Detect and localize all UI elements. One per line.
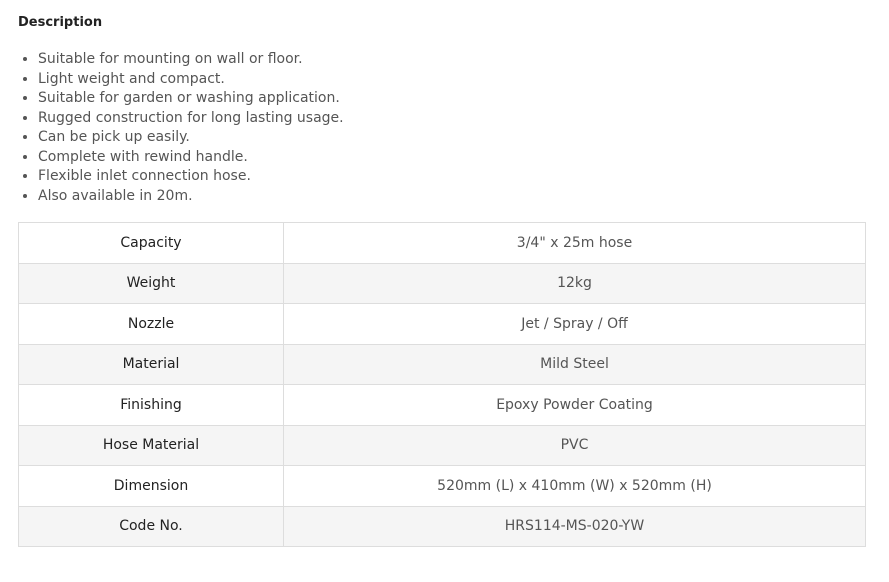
spec-table: [18, 222, 866, 547]
spec-label: Nozzle: [19, 304, 284, 345]
feature-list: [18, 50, 866, 206]
spec-value: Jet / Spray / Off: [284, 304, 866, 345]
list-item: • Suitable for garden or washing application.: [38, 89, 866, 109]
spec-label: Finishing: [19, 385, 284, 426]
list-item: • Flexible inlet connection hose.: [38, 167, 866, 187]
list-item: • Rugged construction for long lasting usage.: [38, 109, 866, 129]
spec-value: 520mm (L) x 410mm (W) x 520mm (H): [284, 466, 866, 507]
list-item: • Suitable for mounting on wall or floor.: [38, 50, 866, 70]
table-row: [19, 263, 866, 304]
list-item: • Can be pick up easily.: [38, 128, 866, 148]
list-item: • Also available in 20m.: [38, 187, 866, 207]
spec-value: 12kg: [284, 263, 866, 304]
table-row: [19, 344, 866, 385]
spec-label: Weight: [19, 263, 284, 304]
table-row: [19, 385, 866, 426]
spec-label: Capacity: [19, 223, 284, 264]
spec-value: 3/4" x 25m hose: [284, 223, 866, 264]
spec-value: PVC: [284, 425, 866, 466]
spec-value: Mild Steel: [284, 344, 866, 385]
table-row: [19, 223, 866, 264]
spec-label: Dimension: [19, 466, 284, 507]
list-item: • Complete with rewind handle.: [38, 148, 866, 168]
spec-label: Material: [19, 344, 284, 385]
product-description: [18, 0, 866, 535]
table-row: [19, 304, 866, 345]
table-row: [19, 466, 866, 507]
list-item: • Light weight and compact.: [38, 70, 866, 90]
spec-value: HRS114-MS-020-YW: [284, 506, 866, 547]
spec-label: Code No.: [19, 506, 284, 547]
table-row: [19, 425, 866, 466]
table-row: [19, 506, 866, 547]
spec-label: Hose Material: [19, 425, 284, 466]
spec-value: Epoxy Powder Coating: [284, 385, 866, 426]
description-heading: Description: [18, 15, 103, 30]
